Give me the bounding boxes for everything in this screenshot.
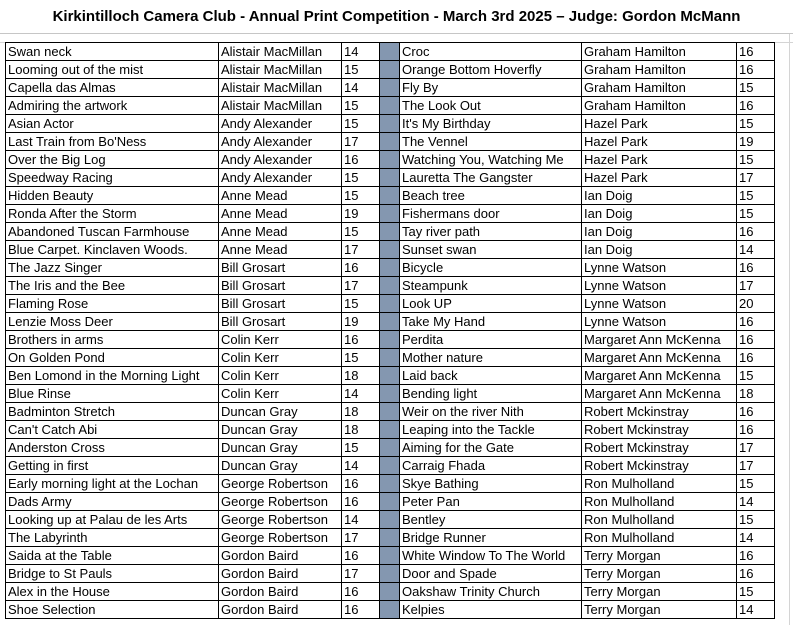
right-author-cell[interactable]: Graham Hamilton <box>582 79 737 97</box>
right-score-cell[interactable]: 15 <box>737 187 775 205</box>
right-author-cell[interactable]: Graham Hamilton <box>582 61 737 79</box>
left-author-cell[interactable]: Duncan Gray <box>219 457 342 475</box>
table-row <box>6 223 775 241</box>
right-title-cell[interactable]: Look UP <box>400 295 582 313</box>
left-title-cell[interactable]: Anderston Cross <box>6 439 219 457</box>
left-title-cell[interactable]: Can't Catch Abi <box>6 421 219 439</box>
right-score-cell[interactable]: 16 <box>737 223 775 241</box>
table-row <box>6 169 775 187</box>
separator-cell[interactable] <box>380 475 400 493</box>
left-title-cell[interactable]: The Labyrinth <box>6 529 219 547</box>
table-row <box>6 457 775 475</box>
left-score-cell[interactable]: 16 <box>342 583 380 601</box>
left-author-cell[interactable]: Colin Kerr <box>219 331 342 349</box>
table-row <box>6 115 775 133</box>
right-author-cell[interactable]: Lynne Watson <box>582 313 737 331</box>
table-row <box>6 583 775 601</box>
separator-cell[interactable] <box>380 349 400 367</box>
right-score-cell[interactable]: 15 <box>737 475 775 493</box>
table-row <box>6 421 775 439</box>
left-author-cell[interactable]: George Robertson <box>219 493 342 511</box>
left-score-cell[interactable]: 14 <box>342 457 380 475</box>
table-row <box>6 601 775 619</box>
right-title-cell[interactable]: Kelpies <box>400 601 582 619</box>
separator-cell[interactable] <box>380 97 400 115</box>
left-score-cell[interactable]: 16 <box>342 493 380 511</box>
right-score-cell[interactable]: 15 <box>737 79 775 97</box>
separator-cell[interactable] <box>380 169 400 187</box>
right-title-cell[interactable]: Door and Spade <box>400 565 582 583</box>
right-author-cell[interactable]: Graham Hamilton <box>582 97 737 115</box>
left-title-cell[interactable]: Ronda After the Storm <box>6 205 219 223</box>
left-score-cell[interactable]: 15 <box>342 187 380 205</box>
right-author-cell[interactable]: Ron Mulholland <box>582 475 737 493</box>
separator-cell[interactable] <box>380 223 400 241</box>
left-title-cell[interactable]: The Jazz Singer <box>6 259 219 277</box>
separator-cell[interactable] <box>380 259 400 277</box>
right-title-cell[interactable]: Bentley <box>400 511 582 529</box>
table-row <box>6 151 775 169</box>
table-row <box>6 97 775 115</box>
right-score-cell[interactable]: 16 <box>737 565 775 583</box>
left-score-cell[interactable]: 15 <box>342 439 380 457</box>
separator-cell[interactable] <box>380 439 400 457</box>
right-title-cell[interactable]: Fishermans door <box>400 205 582 223</box>
separator-cell[interactable] <box>380 547 400 565</box>
right-title-cell[interactable]: Weir on the river Nith <box>400 403 582 421</box>
separator-cell[interactable] <box>380 205 400 223</box>
table-row <box>6 367 775 385</box>
right-title-cell[interactable]: Mother nature <box>400 349 582 367</box>
table-row <box>6 493 775 511</box>
right-score-cell[interactable]: 15 <box>737 583 775 601</box>
left-title-cell[interactable]: Lenzie Moss Deer <box>6 313 219 331</box>
right-score-cell[interactable]: 17 <box>737 439 775 457</box>
left-score-cell[interactable]: 17 <box>342 529 380 547</box>
right-title-cell[interactable]: Leaping into the Tackle <box>400 421 582 439</box>
right-author-cell[interactable]: Ron Mulholland <box>582 529 737 547</box>
table-row <box>6 313 775 331</box>
right-title-cell[interactable]: Steampunk <box>400 277 582 295</box>
table-row <box>6 547 775 565</box>
right-title-cell[interactable]: Orange Bottom Hoverfly <box>400 61 582 79</box>
left-title-cell[interactable]: Blue Carpet. Kinclaven Woods. <box>6 241 219 259</box>
right-title-cell[interactable]: Laid back <box>400 367 582 385</box>
left-title-cell[interactable]: Hidden Beauty <box>6 187 219 205</box>
table-row <box>6 529 775 547</box>
left-author-cell[interactable]: Alistair MacMillan <box>219 61 342 79</box>
left-score-cell[interactable]: 14 <box>342 511 380 529</box>
separator-cell[interactable] <box>380 241 400 259</box>
left-score-cell[interactable]: 15 <box>342 97 380 115</box>
left-title-cell[interactable]: Shoe Selection <box>6 601 219 619</box>
right-author-cell[interactable]: Margaret Ann McKenna <box>582 331 737 349</box>
left-author-cell[interactable]: Anne Mead <box>219 241 342 259</box>
left-score-cell[interactable]: 16 <box>342 259 380 277</box>
left-score-cell[interactable]: 17 <box>342 241 380 259</box>
sheet-title[interactable]: Kirkintilloch Camera Club - Annual Print Competition - March 3rd 2025 – Judge: Gordon McMann <box>0 0 793 34</box>
right-author-cell[interactable]: Graham Hamilton <box>582 43 737 61</box>
right-author-cell[interactable]: Ron Mulholland <box>582 493 737 511</box>
left-score-cell[interactable]: 19 <box>342 313 380 331</box>
separator-cell[interactable] <box>380 403 400 421</box>
left-author-cell[interactable]: Gordon Baird <box>219 547 342 565</box>
right-title-cell[interactable]: It's My Birthday <box>400 115 582 133</box>
right-score-cell[interactable]: 16 <box>737 61 775 79</box>
right-author-cell[interactable]: Terry Morgan <box>582 583 737 601</box>
right-title-cell[interactable]: White Window To The World <box>400 547 582 565</box>
left-title-cell[interactable]: The Iris and the Bee <box>6 277 219 295</box>
left-score-cell[interactable]: 18 <box>342 403 380 421</box>
left-score-cell[interactable]: 16 <box>342 475 380 493</box>
left-author-cell[interactable]: George Robertson <box>219 475 342 493</box>
left-score-cell[interactable]: 16 <box>342 547 380 565</box>
right-score-cell[interactable]: 16 <box>737 349 775 367</box>
right-score-cell[interactable]: 15 <box>737 511 775 529</box>
separator-cell[interactable] <box>380 187 400 205</box>
right-author-cell[interactable]: Margaret Ann McKenna <box>582 349 737 367</box>
right-title-cell[interactable]: Fly By <box>400 79 582 97</box>
left-title-cell[interactable]: Speedway Racing <box>6 169 219 187</box>
separator-cell[interactable] <box>380 601 400 619</box>
table-row <box>6 295 775 313</box>
right-author-cell[interactable]: Ian Doig <box>582 205 737 223</box>
left-title-cell[interactable]: Brothers in arms <box>6 331 219 349</box>
table-row <box>6 79 775 97</box>
left-score-cell[interactable]: 17 <box>342 133 380 151</box>
right-title-cell[interactable]: Aiming for the Gate <box>400 439 582 457</box>
left-author-cell[interactable]: Gordon Baird <box>219 583 342 601</box>
right-score-cell[interactable]: 16 <box>737 313 775 331</box>
left-author-cell[interactable]: Alistair MacMillan <box>219 79 342 97</box>
left-title-cell[interactable]: Bridge to St Pauls <box>6 565 219 583</box>
left-score-cell[interactable]: 15 <box>342 295 380 313</box>
separator-cell[interactable] <box>380 583 400 601</box>
right-author-cell[interactable]: Ian Doig <box>582 241 737 259</box>
right-score-cell[interactable]: 16 <box>737 547 775 565</box>
table-row <box>6 43 775 61</box>
right-title-cell[interactable]: Oakshaw Trinity Church <box>400 583 582 601</box>
right-title-cell[interactable]: Watching You, Watching Me <box>400 151 582 169</box>
left-author-cell[interactable]: Andy Alexander <box>219 115 342 133</box>
left-score-cell[interactable]: 17 <box>342 277 380 295</box>
right-title-cell[interactable]: Beach tree <box>400 187 582 205</box>
table-row <box>6 277 775 295</box>
table-row <box>6 565 775 583</box>
left-author-cell[interactable]: Andy Alexander <box>219 133 342 151</box>
left-score-cell[interactable]: 15 <box>342 169 380 187</box>
right-title-cell[interactable]: Tay river path <box>400 223 582 241</box>
left-author-cell[interactable]: Bill Grosart <box>219 295 342 313</box>
right-author-cell[interactable]: Ian Doig <box>582 223 737 241</box>
right-score-cell[interactable]: 16 <box>737 421 775 439</box>
right-title-cell[interactable]: Perdita <box>400 331 582 349</box>
right-author-cell[interactable]: Robert Mckinstray <box>582 457 737 475</box>
left-title-cell[interactable]: Saida at the Table <box>6 547 219 565</box>
table-row <box>6 511 775 529</box>
left-score-cell[interactable]: 14 <box>342 79 380 97</box>
left-author-cell[interactable]: Bill Grosart <box>219 277 342 295</box>
right-author-cell[interactable]: Ian Doig <box>582 187 737 205</box>
left-author-cell[interactable]: Anne Mead <box>219 187 342 205</box>
left-author-cell[interactable]: Alistair MacMillan <box>219 97 342 115</box>
separator-cell[interactable] <box>380 295 400 313</box>
right-author-cell[interactable]: Lynne Watson <box>582 259 737 277</box>
left-score-cell[interactable]: 15 <box>342 61 380 79</box>
right-author-cell[interactable]: Robert Mckinstray <box>582 403 737 421</box>
left-title-cell[interactable]: Admiring the artwork <box>6 97 219 115</box>
left-title-cell[interactable]: Blue Rinse <box>6 385 219 403</box>
right-author-cell[interactable]: Hazel Park <box>582 169 737 187</box>
right-title-cell[interactable]: Lauretta The Gangster <box>400 169 582 187</box>
left-title-cell[interactable]: Asian Actor <box>6 115 219 133</box>
left-title-cell[interactable]: On Golden Pond <box>6 349 219 367</box>
right-score-cell[interactable]: 17 <box>737 457 775 475</box>
left-title-cell[interactable]: Ben Lomond in the Morning Light <box>6 367 219 385</box>
table-row <box>6 439 775 457</box>
left-score-cell[interactable]: 14 <box>342 43 380 61</box>
left-score-cell[interactable]: 18 <box>342 421 380 439</box>
left-score-cell[interactable]: 16 <box>342 331 380 349</box>
separator-cell[interactable] <box>380 529 400 547</box>
separator-cell[interactable] <box>380 277 400 295</box>
right-score-cell[interactable]: 16 <box>737 43 775 61</box>
right-author-cell[interactable]: Terry Morgan <box>582 565 737 583</box>
right-title-cell[interactable]: Bridge Runner <box>400 529 582 547</box>
right-author-cell[interactable]: Terry Morgan <box>582 547 737 565</box>
separator-cell[interactable] <box>380 511 400 529</box>
table-row <box>6 259 775 277</box>
left-author-cell[interactable]: Colin Kerr <box>219 367 342 385</box>
table-row <box>6 403 775 421</box>
left-author-cell[interactable]: George Robertson <box>219 511 342 529</box>
left-score-cell[interactable]: 15 <box>342 115 380 133</box>
left-score-cell[interactable]: 17 <box>342 565 380 583</box>
right-score-cell[interactable]: 17 <box>737 277 775 295</box>
left-title-cell[interactable]: Early morning light at the Lochan <box>6 475 219 493</box>
right-score-cell[interactable]: 16 <box>737 259 775 277</box>
table-row <box>6 61 775 79</box>
separator-cell[interactable] <box>380 79 400 97</box>
table-row <box>6 475 775 493</box>
left-score-cell[interactable]: 16 <box>342 601 380 619</box>
left-title-cell[interactable]: Abandoned Tuscan Farmhouse <box>6 223 219 241</box>
left-author-cell[interactable]: Anne Mead <box>219 223 342 241</box>
left-title-cell[interactable]: Swan neck <box>6 43 219 61</box>
left-title-cell[interactable]: Over the Big Log <box>6 151 219 169</box>
right-title-cell[interactable]: Bending light <box>400 385 582 403</box>
separator-cell[interactable] <box>380 385 400 403</box>
right-score-cell[interactable]: 15 <box>737 205 775 223</box>
left-author-cell[interactable]: Andy Alexander <box>219 151 342 169</box>
left-score-cell[interactable]: 15 <box>342 223 380 241</box>
right-title-cell[interactable]: Bicycle <box>400 259 582 277</box>
right-author-cell[interactable]: Robert Mckinstray <box>582 421 737 439</box>
left-score-cell[interactable]: 18 <box>342 367 380 385</box>
right-author-cell[interactable]: Margaret Ann McKenna <box>582 367 737 385</box>
table-row <box>6 241 775 259</box>
table-row <box>6 385 775 403</box>
left-author-cell[interactable]: George Robertson <box>219 529 342 547</box>
right-author-cell[interactable]: Hazel Park <box>582 151 737 169</box>
left-title-cell[interactable]: Last Train from Bo'Ness <box>6 133 219 151</box>
right-author-cell[interactable]: Lynne Watson <box>582 295 737 313</box>
results-table <box>5 42 775 619</box>
table-row <box>6 331 775 349</box>
right-score-cell[interactable]: 19 <box>737 133 775 151</box>
left-author-cell[interactable]: Bill Grosart <box>219 313 342 331</box>
left-title-cell[interactable]: Capella das Almas <box>6 79 219 97</box>
right-score-cell[interactable]: 16 <box>737 403 775 421</box>
separator-cell[interactable] <box>380 457 400 475</box>
left-author-cell[interactable]: Gordon Baird <box>219 565 342 583</box>
right-title-cell[interactable]: The Look Out <box>400 97 582 115</box>
right-score-cell[interactable]: 14 <box>737 493 775 511</box>
right-title-cell[interactable]: Take My Hand <box>400 313 582 331</box>
left-author-cell[interactable]: Duncan Gray <box>219 421 342 439</box>
right-author-cell[interactable]: Ron Mulholland <box>582 511 737 529</box>
right-author-cell[interactable]: Hazel Park <box>582 133 737 151</box>
left-author-cell[interactable]: Colin Kerr <box>219 349 342 367</box>
left-title-cell[interactable]: Alex in the House <box>6 583 219 601</box>
separator-cell[interactable] <box>380 331 400 349</box>
separator-cell[interactable] <box>380 61 400 79</box>
right-title-cell[interactable]: Sunset swan <box>400 241 582 259</box>
separator-cell[interactable] <box>380 421 400 439</box>
separator-cell[interactable] <box>380 115 400 133</box>
table-row <box>6 187 775 205</box>
separator-cell[interactable] <box>380 151 400 169</box>
separator-cell[interactable] <box>380 493 400 511</box>
right-score-cell[interactable]: 14 <box>737 241 775 259</box>
left-author-cell[interactable]: Gordon Baird <box>219 601 342 619</box>
results-table-body <box>6 43 775 619</box>
right-edge-column <box>789 34 793 625</box>
right-author-cell[interactable]: Margaret Ann McKenna <box>582 385 737 403</box>
table-row <box>6 349 775 367</box>
right-author-cell[interactable]: Terry Morgan <box>582 601 737 619</box>
right-score-cell[interactable]: 15 <box>737 367 775 385</box>
left-title-cell[interactable]: Badminton Stretch <box>6 403 219 421</box>
right-title-cell[interactable]: Peter Pan <box>400 493 582 511</box>
right-title-cell[interactable]: Skye Bathing <box>400 475 582 493</box>
left-score-cell[interactable]: 19 <box>342 205 380 223</box>
right-title-cell[interactable]: Carraig Fhada <box>400 457 582 475</box>
right-score-cell[interactable]: 16 <box>737 97 775 115</box>
left-title-cell[interactable]: Getting in first <box>6 457 219 475</box>
right-author-cell[interactable]: Robert Mckinstray <box>582 439 737 457</box>
left-author-cell[interactable]: Alistair MacMillan <box>219 43 342 61</box>
right-score-cell[interactable]: 15 <box>737 115 775 133</box>
right-title-cell[interactable]: The Vennel <box>400 133 582 151</box>
left-score-cell[interactable]: 14 <box>342 385 380 403</box>
right-score-cell[interactable]: 16 <box>737 331 775 349</box>
separator-cell[interactable] <box>380 313 400 331</box>
right-author-cell[interactable]: Lynne Watson <box>582 277 737 295</box>
table-row <box>6 205 775 223</box>
separator-cell[interactable] <box>380 565 400 583</box>
right-author-cell[interactable]: Hazel Park <box>582 115 737 133</box>
left-author-cell[interactable]: Bill Grosart <box>219 259 342 277</box>
left-title-cell[interactable]: Looming out of the mist <box>6 61 219 79</box>
left-author-cell[interactable]: Duncan Gray <box>219 439 342 457</box>
separator-cell[interactable] <box>380 133 400 151</box>
left-author-cell[interactable]: Anne Mead <box>219 205 342 223</box>
right-score-cell[interactable]: 17 <box>737 169 775 187</box>
right-title-cell[interactable]: Croc <box>400 43 582 61</box>
left-title-cell[interactable]: Flaming Rose <box>6 295 219 313</box>
right-score-cell[interactable]: 18 <box>737 385 775 403</box>
separator-cell[interactable] <box>380 43 400 61</box>
left-score-cell[interactable]: 15 <box>342 349 380 367</box>
separator-cell[interactable] <box>380 367 400 385</box>
left-author-cell[interactable]: Duncan Gray <box>219 403 342 421</box>
left-title-cell[interactable]: Looking up at Palau de les Arts <box>6 511 219 529</box>
left-author-cell[interactable]: Colin Kerr <box>219 385 342 403</box>
left-author-cell[interactable]: Andy Alexander <box>219 169 342 187</box>
right-score-cell[interactable]: 20 <box>737 295 775 313</box>
right-score-cell[interactable]: 14 <box>737 529 775 547</box>
right-score-cell[interactable]: 15 <box>737 151 775 169</box>
right-score-cell[interactable]: 14 <box>737 601 775 619</box>
left-score-cell[interactable]: 16 <box>342 151 380 169</box>
left-title-cell[interactable]: Dads Army <box>6 493 219 511</box>
table-row <box>6 133 775 151</box>
